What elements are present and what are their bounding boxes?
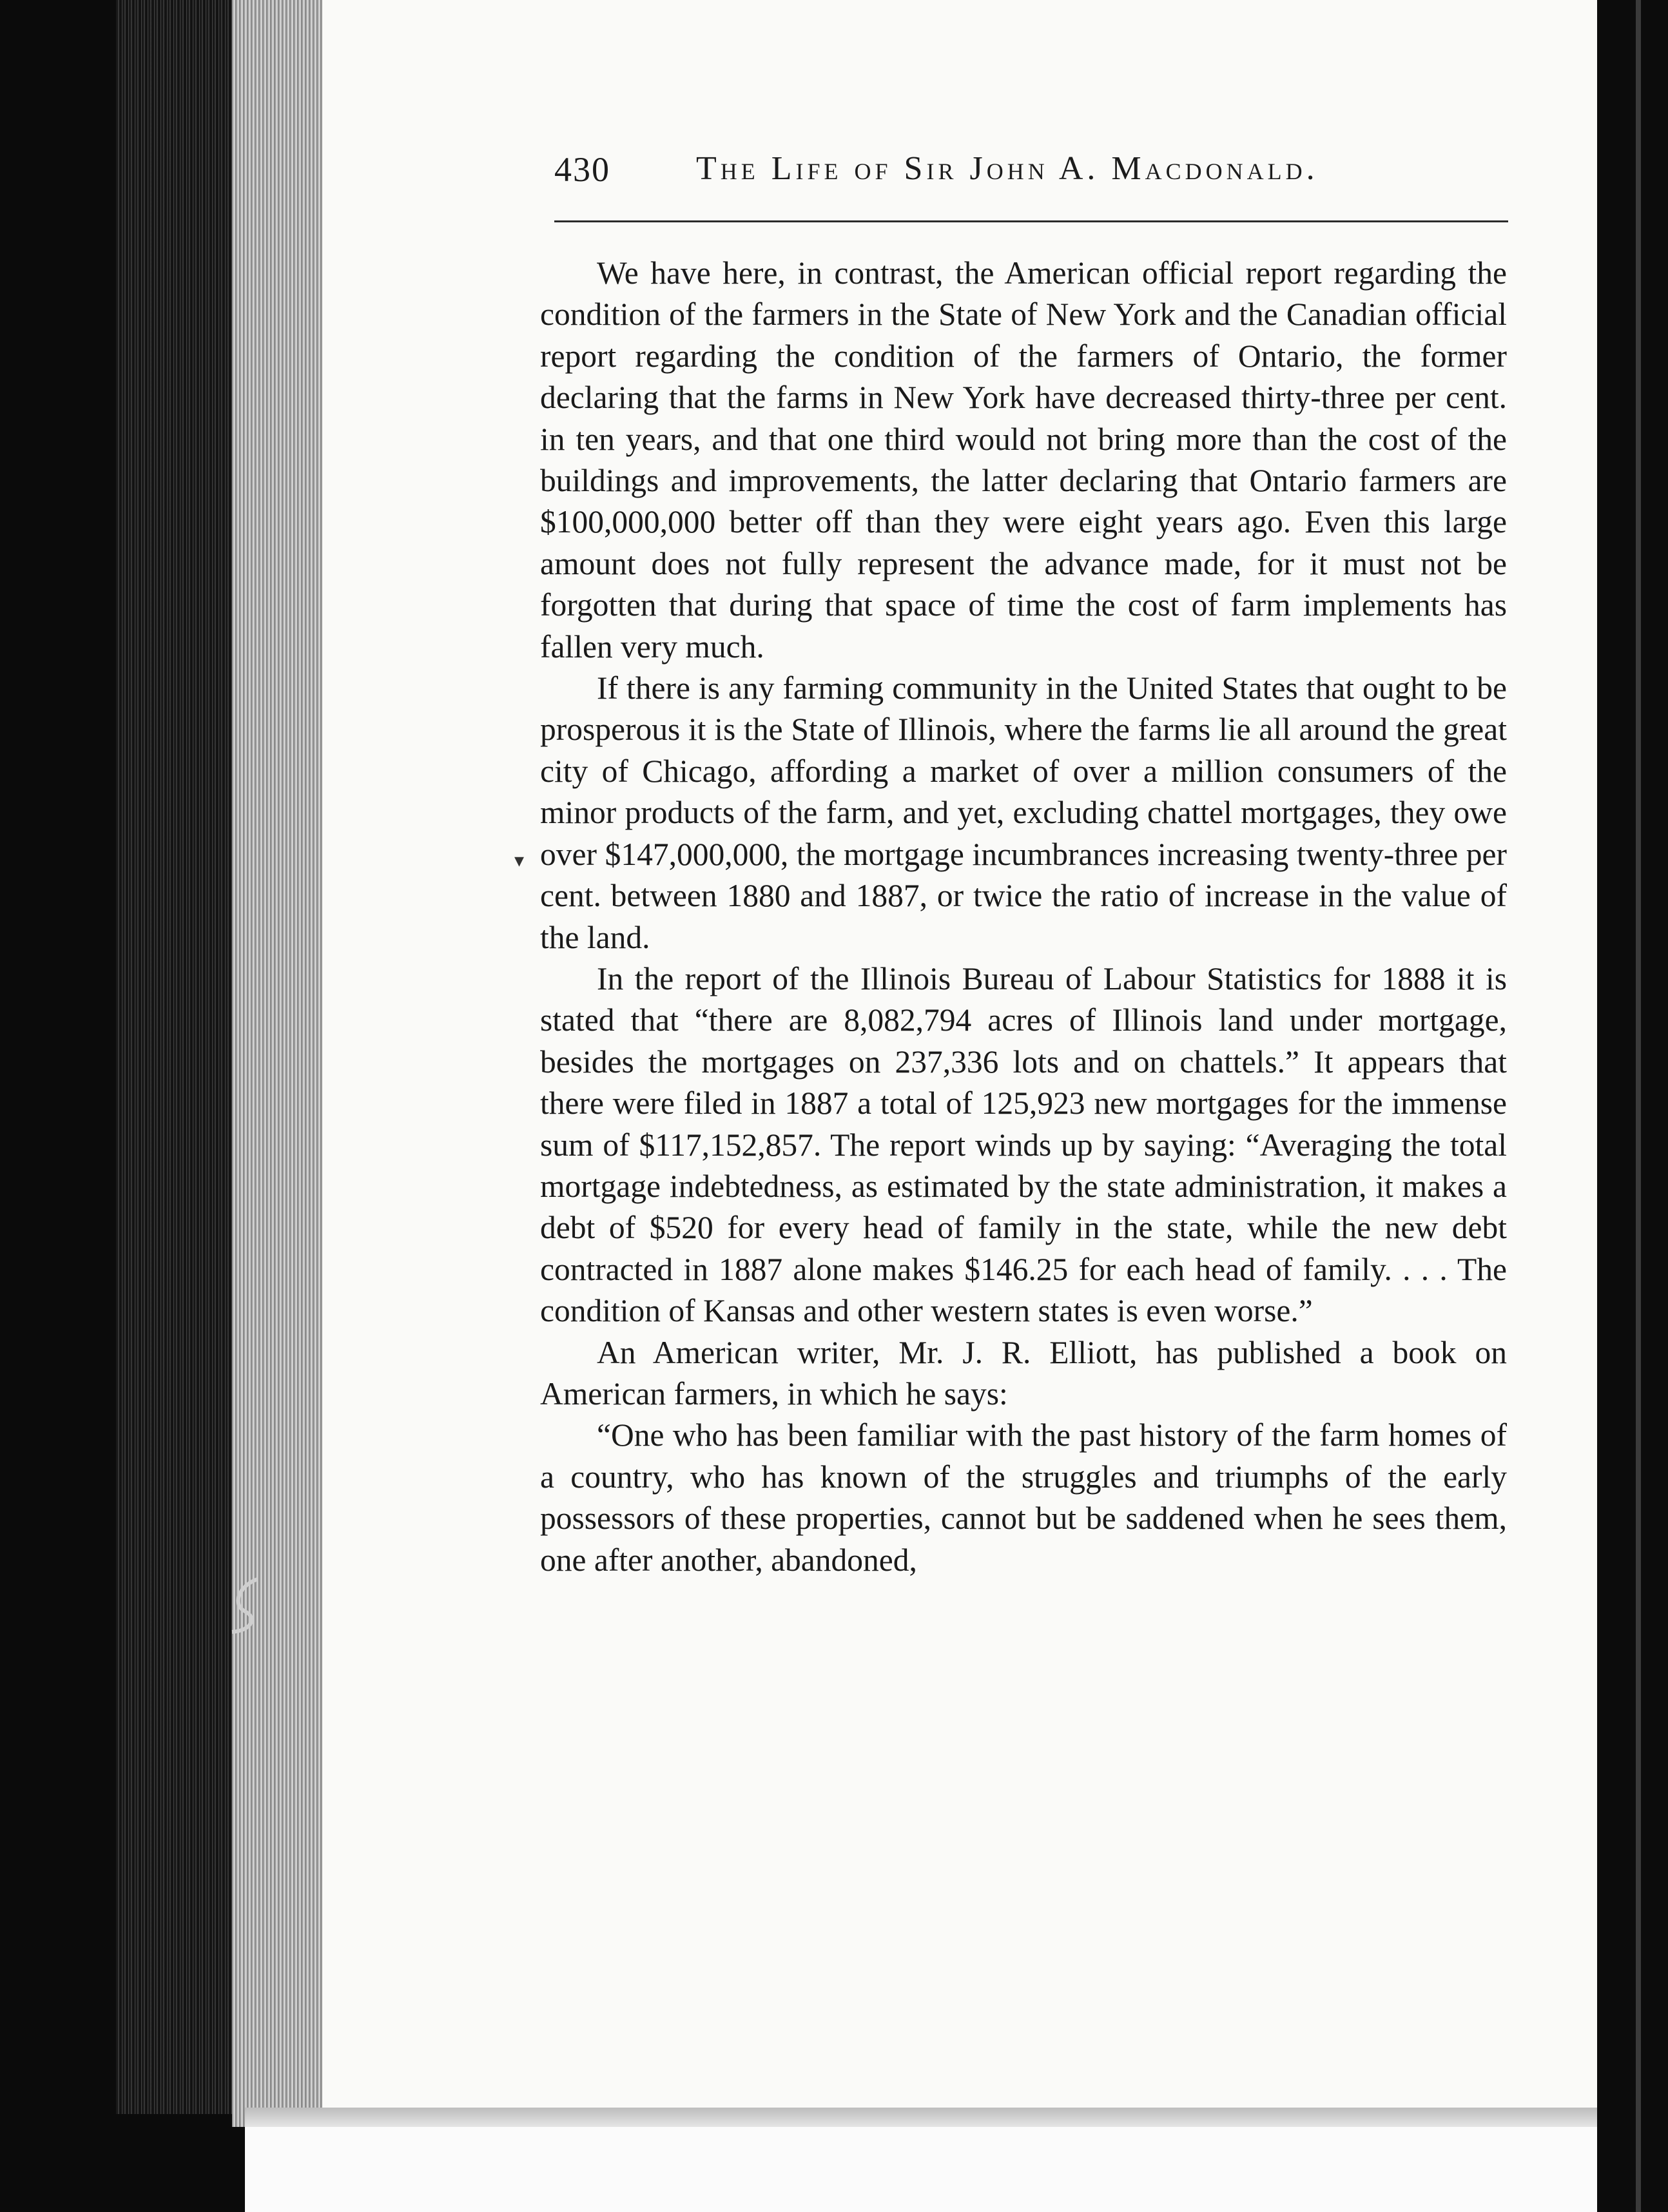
page-number: 430 <box>554 150 610 189</box>
running-title: The Life of Sir John A. Macdonald. <box>696 150 1319 187</box>
body-text <box>540 253 1507 1581</box>
stray-ink-mark: ▾ <box>514 849 525 872</box>
paragraph: If there is any farming community in the United States that ought to be prosperous it is the State of Illinois, where the farms lie all around the great city of Chicago, affording a market of over a million consumers of the minor products of the farm, and yet, excluding chattel mortgages, they owe over $147,000,000, the mortgage incumbrances increasing twenty-three per cent. between 1880 and 1887, or twice the ratio of increase in the value of the land. <box>540 670 1507 955</box>
facing-page-line <box>1636 0 1641 2212</box>
scanner-bed <box>245 2127 1598 2212</box>
header-rule <box>554 220 1508 222</box>
margin-ink-flourish <box>219 1573 271 1637</box>
paragraph: We have here, in contrast, the American official report regarding the condition of the farmers in the State of New York and the Canadian official report regarding the condition of the farmers of Ontario, the former declaring that the farms in New York have decreased thirty-three per cent. in ten years, and that one third would not bring more than the cost of the buildings and improvements, the latter declaring that Ontario farmers are $100,000,000 better off than they were eight years ago. Even this large amount does not fully represent the advance made, for it must not be forgotten that during that space of time the cost of farm implements has fallen very much. <box>540 255 1507 665</box>
paragraph: “One who has been familiar with the past history of the farm homes of a country, who has known of the struggles and triumphs of the early possessors of these properties, cannot but be saddened when he sees them, one after another, abandoned, <box>540 1417 1507 1578</box>
facing-page-edge <box>1597 0 1668 2212</box>
book-page-edges-light <box>232 0 322 2127</box>
running-head <box>554 150 1521 201</box>
paragraph: In the report of the Illinois Bureau of Labour Statistics for 1888 it is stated that “there are 8,082,794 acres of Illinois land under mortgage, besides the mortgages on 237,336 lots and on chattels.” It appears that there were filed in 1887 a total of 125,923 new mortgages for the immense sum of $117,152,857. The report winds up by saying: “Averaging the total mortgage indebtedness, as estimated by the state administration, it makes a debt of $520 for every head of family in the state, while the new debt contracted in 1887 alone makes $146.25 for each head of family. . . . The condition of Kansas and other western states is even worse.” <box>540 960 1507 1329</box>
paragraph: An American writer, Mr. J. R. Elliott, has published a book on American farmers, in which he says: <box>540 1334 1507 1412</box>
